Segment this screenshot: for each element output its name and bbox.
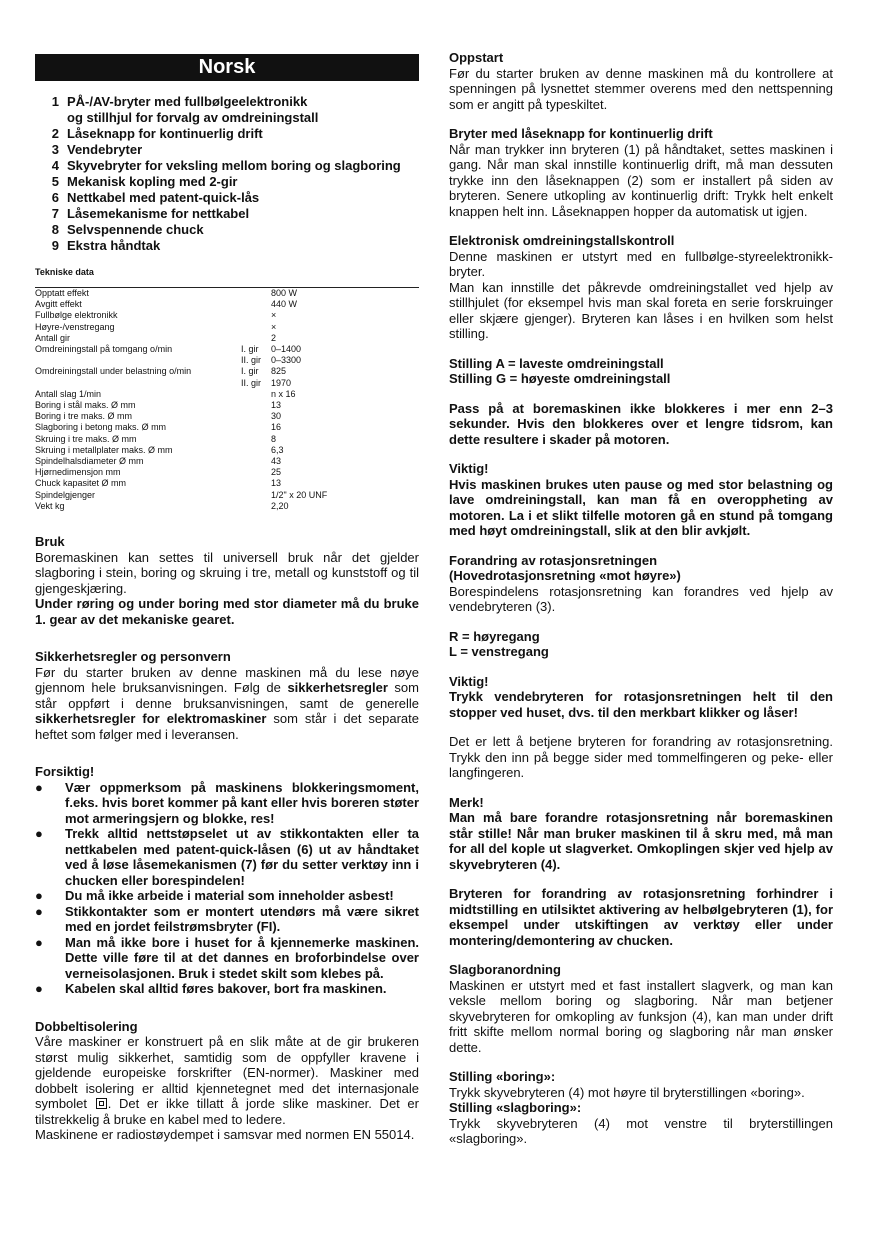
parts-list-item: 9 Ekstra håndtak bbox=[51, 238, 161, 253]
parts-list-item: 4 Skyvebryter for veksling mellom boring og slagboring bbox=[51, 158, 401, 173]
parts-list bbox=[35, 94, 419, 254]
section-heading-startup: Oppstart bbox=[449, 50, 504, 65]
note-text: Man må bare forandre rotasjonsretning når boremaskinen står stille! Når man bruker maskinen til å skru med, må man for all del kople ut slagverket. Omkoplingen skjer ved hjelp av skyvebryteren (4). bbox=[449, 810, 833, 872]
tech-data-row: Hjørnedimensjon mm 25 bbox=[35, 467, 282, 478]
position-a: Stilling A = laveste omdreiningstall bbox=[449, 355, 664, 371]
rotation-r: R = høyregang bbox=[449, 628, 540, 644]
parts-list-item: 1 PÅ-/AV-bryter med fullbølgeelektronikk bbox=[51, 94, 308, 109]
warning-list bbox=[35, 780, 419, 997]
midposition-text: Bryteren for forandring av rotasjonsretning forhindrer i midtstilling en utilsiktet aktivering av helbølgebryteren (1), for eksempel under utskiftingen av verktøy eller under montering/demontering av chucken. bbox=[449, 886, 833, 948]
tech-data-row: Opptatt effekt 800 W bbox=[35, 288, 298, 298]
tech-data-row: Slagboring i betong maks. Ø mm 16 bbox=[35, 422, 282, 433]
warning-item: ● Vær oppmerksom på maskinens blokkeringsmoment, f.eks. hvis boret kommer på kant eller hvis boreren støter mot armeringsjern og blokke, res! bbox=[35, 779, 420, 826]
bullet-icon: ● bbox=[35, 981, 43, 997]
electronic-text-2: Man kan innstille det påkrevde omdreiningstallet ved hjelp av stillhjulet (for eksempel hvis man skal foreta en serie forskruinger eller skjære gjenger). Bryteren kan låses i en hvilken som helst stilling. bbox=[449, 279, 833, 341]
important-text-1: Hvis maskinen brukes uten pause og med stor belastning og lave omdreiningstall, kan man få en overoppheting av motoren. La i et slikt tilfelle motoren gå en stund på tomgang med høyt omdreiningstall, slik at den blir avkjølt. bbox=[449, 476, 833, 538]
section-heading-caution: Forsiktig! bbox=[35, 764, 95, 780]
note-heading: Merk! bbox=[449, 794, 484, 810]
tech-data-row: Spindelhalsdiameter Ø mm 43 bbox=[35, 456, 282, 467]
tech-data-row: Chuck kapasitet Ø mm 13 bbox=[35, 478, 282, 489]
section-heading-double-insulation: Dobbeltisolering bbox=[35, 1018, 138, 1034]
position-hammer-heading: Stilling «slagboring»: bbox=[449, 1100, 582, 1115]
tech-data-row: Spindelgjenger 1/2" x 20 UNF bbox=[35, 489, 328, 500]
lock-switch-text: Når man trykker inn bryteren (1) på håndtaket, settes maskinen i gang. Når man skal innstille kontinuerlig drift, må man dessuten trykke inn den låseknappen (2) som er installert på siden av bryteren. Senere utkopling av kontinuerlig drift: Trykk helt enkelt knappen helt inn. Låseknappen hopper da automatisk ut igjen. bbox=[449, 141, 833, 219]
rotation-l: L = venstregang bbox=[449, 644, 549, 659]
bullet-icon: ● bbox=[35, 779, 43, 795]
important-heading-1: Viktig! bbox=[449, 461, 489, 476]
bullet-icon: ● bbox=[35, 826, 43, 842]
position-drilling-text: Trykk skyvebryteren (4) mot høyre til bryterstillingen «boring». bbox=[449, 1084, 805, 1100]
startup-text: Før du starter bruken av denne maskinen må du kontrollere at spenningen på lysnettet stemmer overens med den nettspenning som er angitt på typeskiltet. bbox=[449, 65, 833, 112]
tech-data-row: Omdreiningstall på tomgang o/min I. gir 0–1400 bbox=[35, 344, 302, 355]
tech-data-row: Fullbølge elektronikk × bbox=[35, 310, 277, 321]
tech-data-row: Skruing i metallplater maks. Ø mm 6,3 bbox=[35, 444, 284, 455]
section-heading-lock-switch: Bryter med låseknapp for kontinuerlig drift bbox=[449, 126, 713, 141]
warning-item: ● Du må ikke arbeide i material som inneholder asbest! bbox=[35, 888, 394, 904]
tech-data-row: Høyre-/venstregang × bbox=[35, 321, 277, 332]
section-heading-electronic-control: Elektronisk omdreiningstallskontroll bbox=[449, 233, 675, 248]
parts-list-item: 3 Vendebryter bbox=[51, 142, 143, 157]
bullet-icon: ● bbox=[35, 903, 43, 919]
section-heading-hammer: Slagboranordning bbox=[449, 962, 561, 977]
section-heading-rotation: Forandring av rotasjonsretningen bbox=[449, 552, 658, 568]
double-insulation-text: Våre maskiner er konstruert på en slik måte at de gir brukeren størst mulig sikkerhet, samtidig som de oppfyller kravene i gjeldende europeiske forskrifter (EN-normer). Maskiner med dobbelt isolering er alltid kjennetegnet med det internasjonale symbolet . Det er ikke tillatt å jorde slike maskiner. Det er tilstrekkelig å bruke en kabel med to ledere. bbox=[35, 1034, 419, 1127]
switch-easy-text: Det er lett å betjene bryteren for forandring av rotasjonsretning. Trykk den inn på begge sider med tommelfingeren og peke- eller langfingeren. bbox=[449, 734, 833, 780]
hammer-text: Maskinen er utstyrt med et fast installert slagverk, og man kan veksle mellom boring og slagboring. Når man betjener skyvebryteren for omkopling av funksjon (4), kan man under drift fritt skifte mellom normal boring og slagboring når man ønsker dette. bbox=[449, 977, 833, 1055]
warning-item: ● Man må ikke bore i huset for å kjennemerke maskinen. Dette ville føre til at det dannes en broforbindelse over verneisolasjonen. Bruk i stedet skilt som klebes på. bbox=[35, 934, 419, 981]
section-subheading-rotation: (Hovedrotasjonsretning «mot høyre») bbox=[449, 568, 681, 583]
tech-data-row: Boring i stål maks. Ø mm 13 bbox=[35, 400, 282, 411]
warning-item: ● Kabelen skal alltid føres bakover, bort fra maskinen. bbox=[35, 981, 387, 997]
warning-item: ● Stikkontakter som er montert utendørs må være sikret med en jordet feilstrømsbryter (FI). bbox=[35, 903, 419, 935]
bruk-text: Boremaskinen kan settes til universell bruk når det gjelder slagboring i stein, boring og skruing i tre, metall og kunststoff og til gjengeskjæring. bbox=[35, 549, 419, 596]
tech-data-row: Avgitt effekt 440 W bbox=[35, 299, 298, 310]
tech-data-row: Vekt kg 2,20 bbox=[35, 500, 289, 511]
right-column bbox=[449, 50, 833, 1147]
section-heading-bruk: Bruk bbox=[35, 534, 65, 550]
tech-data-row: II. gir 0–3300 bbox=[241, 355, 302, 366]
radio-suppression-text: Maskinene er radiostøydempet i samsvar med normen EN 55014. bbox=[35, 1127, 415, 1143]
double-insulation-icon bbox=[96, 1098, 107, 1109]
section-heading-safety: Sikkerhetsregler og personvern bbox=[35, 649, 231, 665]
tech-data-row: Omdreiningstall under belastning o/min I. gir 825 bbox=[35, 366, 287, 377]
rotation-text: Borespindelens rotasjonsretning kan forandres ved hjelp av vendebryteren (3). bbox=[449, 583, 833, 614]
position-g: Stilling G = høyeste omdreiningstall bbox=[449, 371, 671, 386]
tech-data-row: Boring i tre maks. Ø mm 30 bbox=[35, 411, 282, 422]
electronic-text-1: Denne maskinen er utstyrt med en fullbølge-styreelektronikk-bryter. bbox=[449, 248, 833, 279]
bruk-bold-text: Under røring og under boring med stor diameter må du bruke 1. gear av det mekaniske gearet. bbox=[35, 596, 419, 627]
left-column bbox=[35, 50, 419, 1143]
language-banner: Norsk bbox=[35, 54, 419, 81]
parts-list-item: 8 Selvspennende chuck bbox=[51, 222, 204, 237]
parts-list-item: 5 Mekanisk kopling med 2-gir bbox=[51, 174, 238, 189]
bullet-icon: ● bbox=[35, 888, 43, 904]
parts-list-item: 6 Nettkabel med patent-quick-lås bbox=[51, 190, 260, 205]
block-warning: Pass på at boremaskinen ikke blokkeres i mer enn 2–3 sekunder. Hvis den blokkeres over et lengre tidsrom, kan dette resultere i skader på motoren. bbox=[449, 400, 833, 447]
tech-data-row: Antall gir 2 bbox=[35, 332, 277, 343]
tech-data-table bbox=[35, 288, 419, 512]
tech-data-title: Tekniske data bbox=[35, 267, 94, 277]
position-drilling-heading: Stilling «boring»: bbox=[449, 1069, 556, 1084]
bullet-icon: ● bbox=[35, 934, 43, 950]
tech-data-row: Antall slag 1/min n x 16 bbox=[35, 388, 296, 399]
parts-list-item: og stillhjul for forvalg av omdreiningstall bbox=[67, 110, 319, 125]
warning-item: ● Trekk alltid nettstøpselet ut av stikkontakten eller ta nettkabelen med patent-quick-låsen (6) ut av håndtaket ved å løse låsemekanismen (7) før du setter verktøy inn i chucken eller borespindelen! bbox=[35, 826, 419, 888]
important-heading-2: Viktig! bbox=[449, 673, 489, 689]
tech-data-row: II. gir 1970 bbox=[241, 377, 292, 388]
position-hammer-text: Trykk skyvebryteren (4) mot venstre til bryterstillingen «slagboring». bbox=[449, 1115, 833, 1146]
parts-list-item: 7 Låsemekanisme for nettkabel bbox=[51, 206, 250, 221]
parts-list-item: 2 Låseknapp for kontinuerlig drift bbox=[51, 126, 263, 141]
tech-data-row: Skruing i tre maks. Ø mm 8 bbox=[35, 433, 277, 444]
important-text-2: Trykk vendebryteren for rotasjonsretningen helt til den stopper ved huset, dvs. til den merkbart klikker og låser! bbox=[449, 689, 833, 720]
safety-text: Før du starter bruken av denne maskinen må du lese nøye gjennom hele bruksanvisningen. Følg de sikkerhetsregler som står oppført i denne bruksanvisningen, samt de generelle sikkerhetsregler for elektromaskiner som står i det separate heftet som følger med i leveransen. bbox=[35, 664, 419, 742]
